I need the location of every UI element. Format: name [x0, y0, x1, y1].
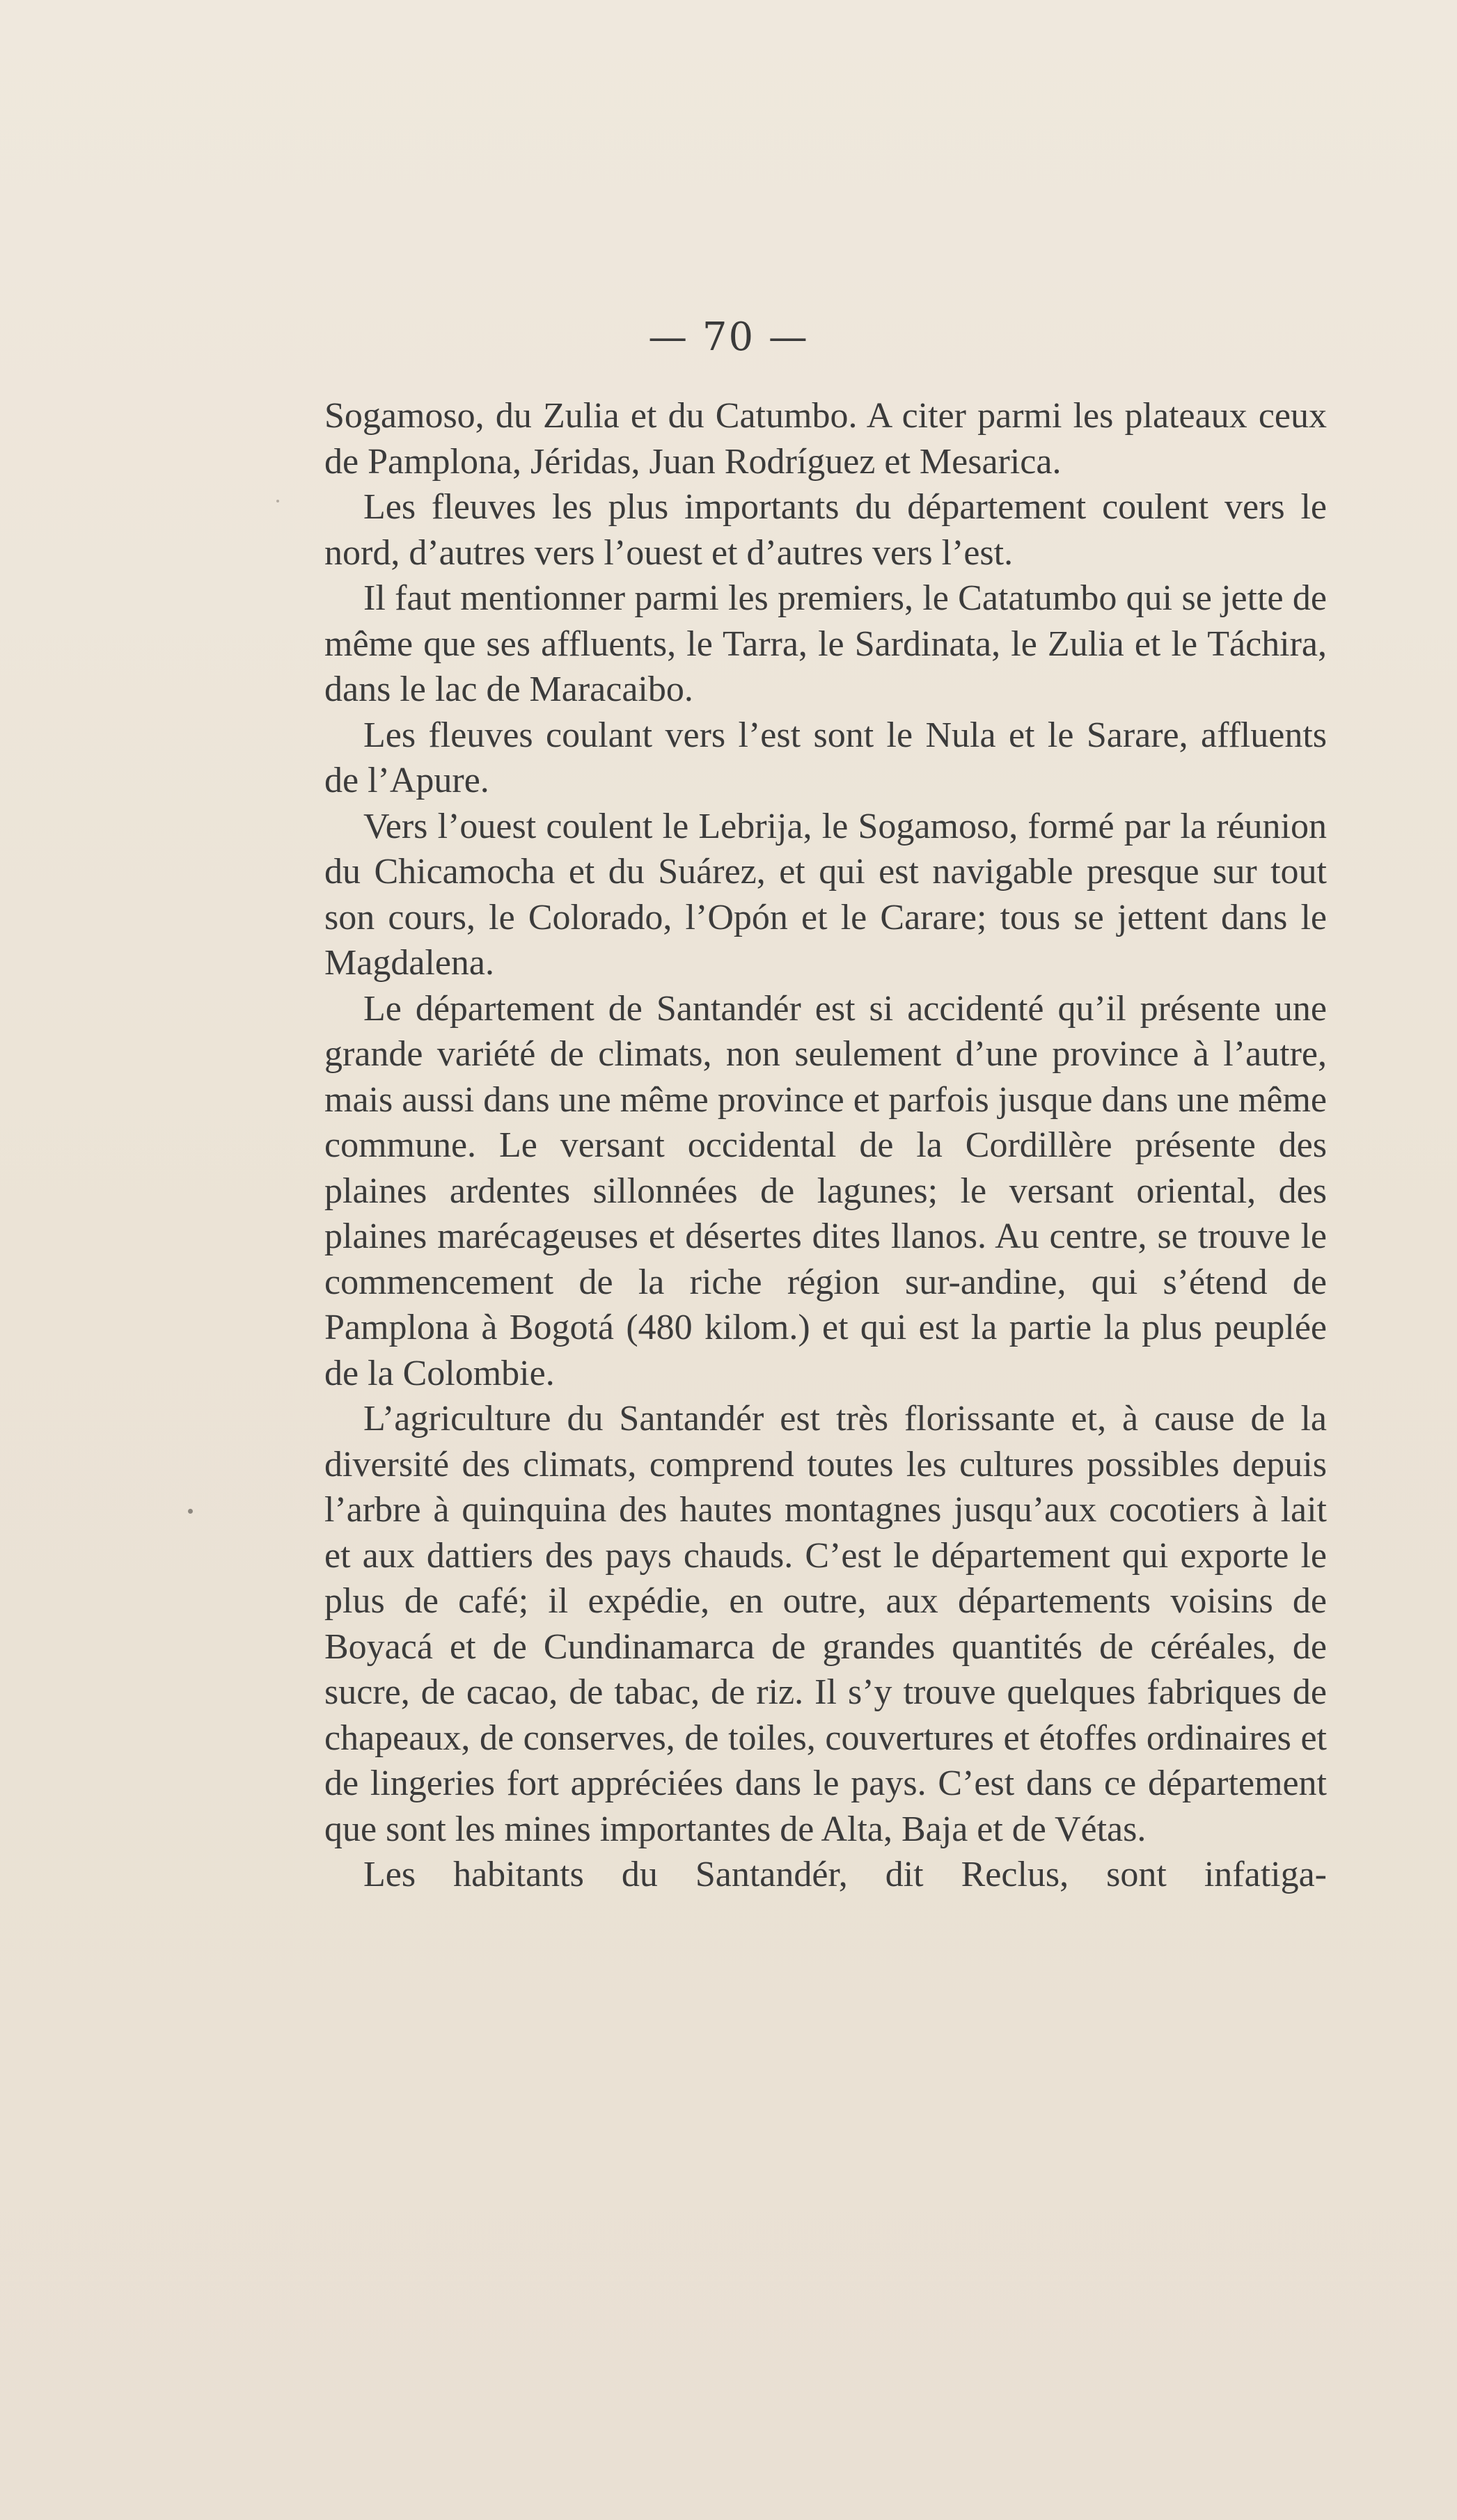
body-text [324, 393, 1327, 1898]
paragraph: Vers l’ouest coulent le Lebrija, le Sogamoso, formé par la réunion du Chicamocha et du Suárez, et qui est navigable presque sur tout son cours, le Colorado, l’Opón et le Carare; tous se jettent dans le Magdalena. [324, 806, 1327, 983]
paragraph: Sogamoso, du Zulia et du Catumbo. A citer parmi les plateaux ceux de Pamplona, Jéridas, Juan Rodríguez et Mesarica. [324, 396, 1327, 482]
paragraph: L’agriculture du Santandér est très florissante et, à cause de la diversité des climats, comprend toutes les cultures possibles depuis l’arbre à quinquina des hautes montagnes jusqu’aux cocotiers à lait et aux dattiers des pays chauds. C’est le département qui exporte le plus de café; il expédie, en outre, aux départements voisins de Boyacá et de Cundinamarca de grandes quantités de céréales, de sucre, de cacao, de tabac, de riz. Il s’y trouve quelques fabriques de chapeaux, de conserves, de toiles, couvertures et étoffes ordinaires et de lingeries fort appréciées dans le pays. C’est dans ce département que sont les mines importantes de Alta, Baja et de Vétas. [324, 1399, 1327, 1849]
paragraph: Les fleuves coulant vers l’est sont le Nula et le Sarare, affluents de l’Apure. [324, 715, 1327, 800]
paragraph: Il faut mentionner parmi les premiers, le Catatumbo qui se jette de même que ses affluents, le Tarra, le Sardinata, le Zulia et le Táchira, dans le lac de Maracaibo. [324, 578, 1327, 709]
paragraph: Les habitants du Santandér, dit Reclus, sont infatiga- [363, 1855, 1327, 1894]
ink-speck [188, 1509, 193, 1514]
paragraph: Les fleuves les plus importants du département coulent vers le nord, d’autres vers l’ouest et d’autres vers l’est. [324, 487, 1327, 573]
page-number: — 70 — [648, 315, 809, 360]
paragraph: Le département de Santandér est si accidenté qu’il présente une grande variété de climats, non seulement d’une province à l’autre, mais aussi dans une même province et parfois jusque dans une même commune. Le versant occidental de la Cordillère présente des plaines ardentes sillonnées de lagunes; le versant oriental, des plaines marécageuses et désertes dites llanos. Au centre, se trouve le commencement de la riche région sur-andine, qui s’étend de Pamplona à Bogotá (480 kilom.) et qui est la partie la plus peuplée de la Colombie. [324, 988, 1327, 1393]
ink-speck [276, 500, 279, 502]
